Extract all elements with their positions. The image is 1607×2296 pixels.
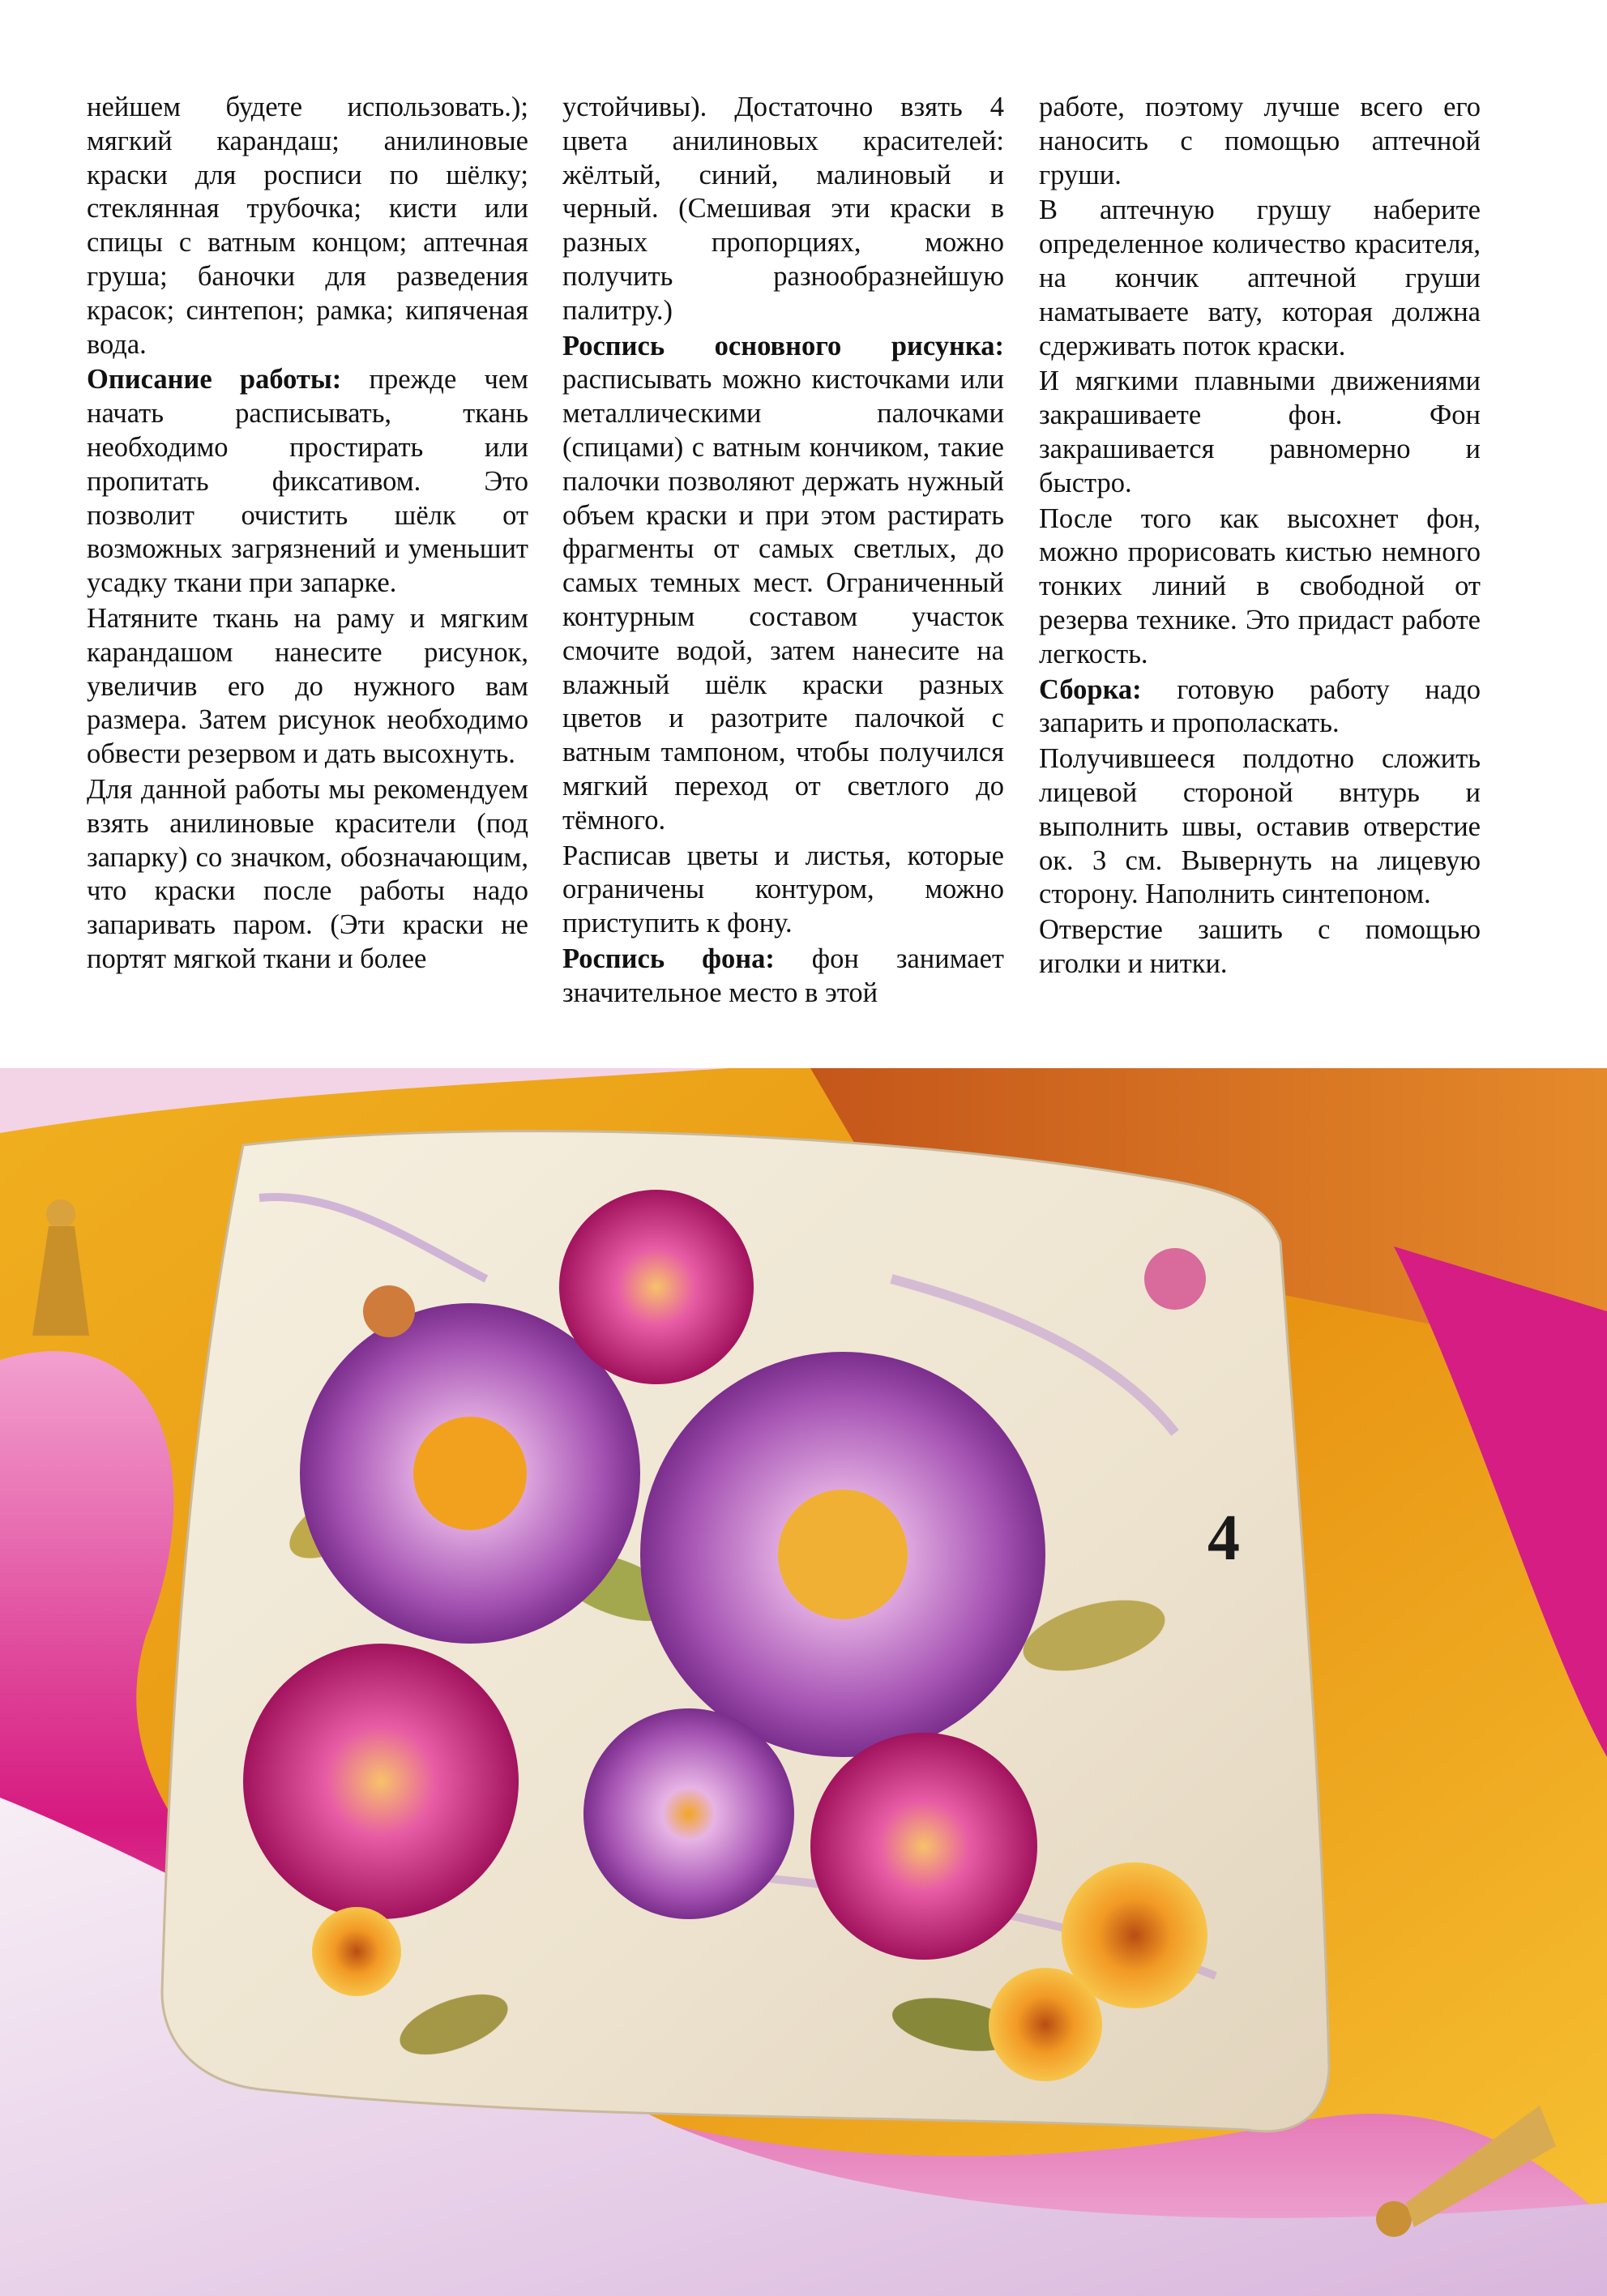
flower-bud xyxy=(363,1285,415,1337)
paragraph-text: Натяните ткань на раму и мягким карандашом нанесите рисунок, увеличив его до нужного вам размера. Затем рисунок необходимо обвести резервом и дать высохнуть. xyxy=(87,602,528,770)
paragraph xyxy=(562,91,1004,328)
paragraph-text: фон занимает значительное место в этой xyxy=(562,943,1005,1008)
paragraph xyxy=(87,91,528,361)
paragraph xyxy=(562,943,1004,1011)
paragraph-text: расписывать можно кисточками или металлическими палочками (спицами) с ватным кончиком, такие палочки позволяют держать нужный объем краски и при этом растирать фрагменты от самых светлых, до самых темных мест. Ограниченный контурным составом участок смочите водой, затем нанесите на влажный шёлк краски разных цветов и разотрите палочкой с ватным тампоном, чтобы получился мягкий переход от светлого до тёмного. xyxy=(562,364,1004,836)
paragraph-lead: Сборка: xyxy=(1039,673,1142,705)
paragraph-text: нейшем будете использовать.); мягкий карандаш; анилиновые краски для росписи по шёлку; стеклянная трубочка; кисти или спицы с ватным концом; аптечная груша; баночки для разведения красок; синтепон; рамка; кипяченая вода. xyxy=(87,92,528,360)
page-number: 4 xyxy=(1207,1503,1240,1574)
paragraph-lead: Описание работы: xyxy=(87,364,342,395)
orange-flower-left xyxy=(312,1907,401,1996)
text-column-1 xyxy=(87,91,528,978)
text-column-2 xyxy=(562,91,1004,1012)
paragraph-text: готовую работу надо запарить и прополаскать. xyxy=(1039,673,1481,739)
paragraph-lead: Роспись основного рисунка: xyxy=(562,330,1004,361)
article-text xyxy=(0,91,1607,1055)
pillow-photo xyxy=(0,1068,1607,2296)
aster-flower xyxy=(583,1708,794,1919)
paragraph xyxy=(1039,502,1481,672)
text-column-3 xyxy=(1039,91,1481,983)
paragraph-text: устойчивы). Достаточно взять 4 цвета анилиновых красителей: жёлтый, синий, малиновый и черный. (Смешивая эти краски в разных пропорциях, можно получить разнообразнейшую палитру.) xyxy=(562,92,1004,326)
paragraph-text: После того как высохнет фон, можно прорисовать кистью немного тонких линий в свободной от резерва технике. Это придаст работе легкость. xyxy=(1039,502,1481,669)
paragraph-text: Получившееся полдотно сложить лицевой стороной внтурь и выполнить швы, оставив отверстие ок. 3 см. Вывернуть на лицевую сторону. Наполнить синтепоном. xyxy=(1039,743,1481,910)
pink-flower-left xyxy=(243,1644,519,1919)
paragraph-text: И мягкими плавными движениями закрашиваете фон. Фон закрашивается равномерно и быстро. xyxy=(1039,366,1481,498)
paragraph-text: В аптечную грушу наберите определенное количество красителя, на кончик аптечной груши наматываете вату, которая должна сдерживать поток краски. xyxy=(1039,195,1481,361)
paragraph-text: Для данной работы мы рекомендуем взять анилиновые красители (под запарку) со значком, обозначающим, что краски после работы надо запаривать паром. (Эти краски не портят мягкой ткани и более xyxy=(87,773,528,974)
paragraph xyxy=(1039,742,1481,912)
orange-flower-right-small xyxy=(989,1968,1102,2081)
paragraph xyxy=(87,602,528,772)
paragraph-text: прежде чем начать расписывать, ткань необходимо простирать или пропитать фиксативом. Это позволит очистить шёлк от возможных загрязнений и уменьшит усадку ткани при запарке. xyxy=(87,364,529,599)
paragraph-text: Расписав цветы и листья, которые ограничены контуром, можно приступить к фону. xyxy=(562,840,1004,939)
paragraph xyxy=(562,330,1004,838)
carnation-flower-top xyxy=(559,1190,754,1384)
paragraph-lead: Роспись фона: xyxy=(562,943,775,974)
paragraph xyxy=(87,773,528,977)
paragraph xyxy=(1039,365,1481,500)
pillow-illustration xyxy=(0,1068,1607,2296)
flower-bud xyxy=(1144,1248,1206,1310)
red-flower-bottom xyxy=(810,1733,1037,1960)
flower-center xyxy=(778,1490,908,1619)
paragraph xyxy=(87,363,528,601)
paragraph xyxy=(1039,673,1481,742)
paragraph-text: работе, поэтому лучше всего его наносить с помощью аптечной груши. xyxy=(1039,92,1481,190)
paragraph xyxy=(1039,91,1481,192)
paragraph xyxy=(562,840,1004,941)
paragraph-text: Отверстие зашить с помощью иголки и нитки. xyxy=(1039,914,1481,979)
flower-center xyxy=(413,1417,527,1530)
paragraph xyxy=(1039,913,1481,981)
paragraph xyxy=(1039,194,1481,363)
